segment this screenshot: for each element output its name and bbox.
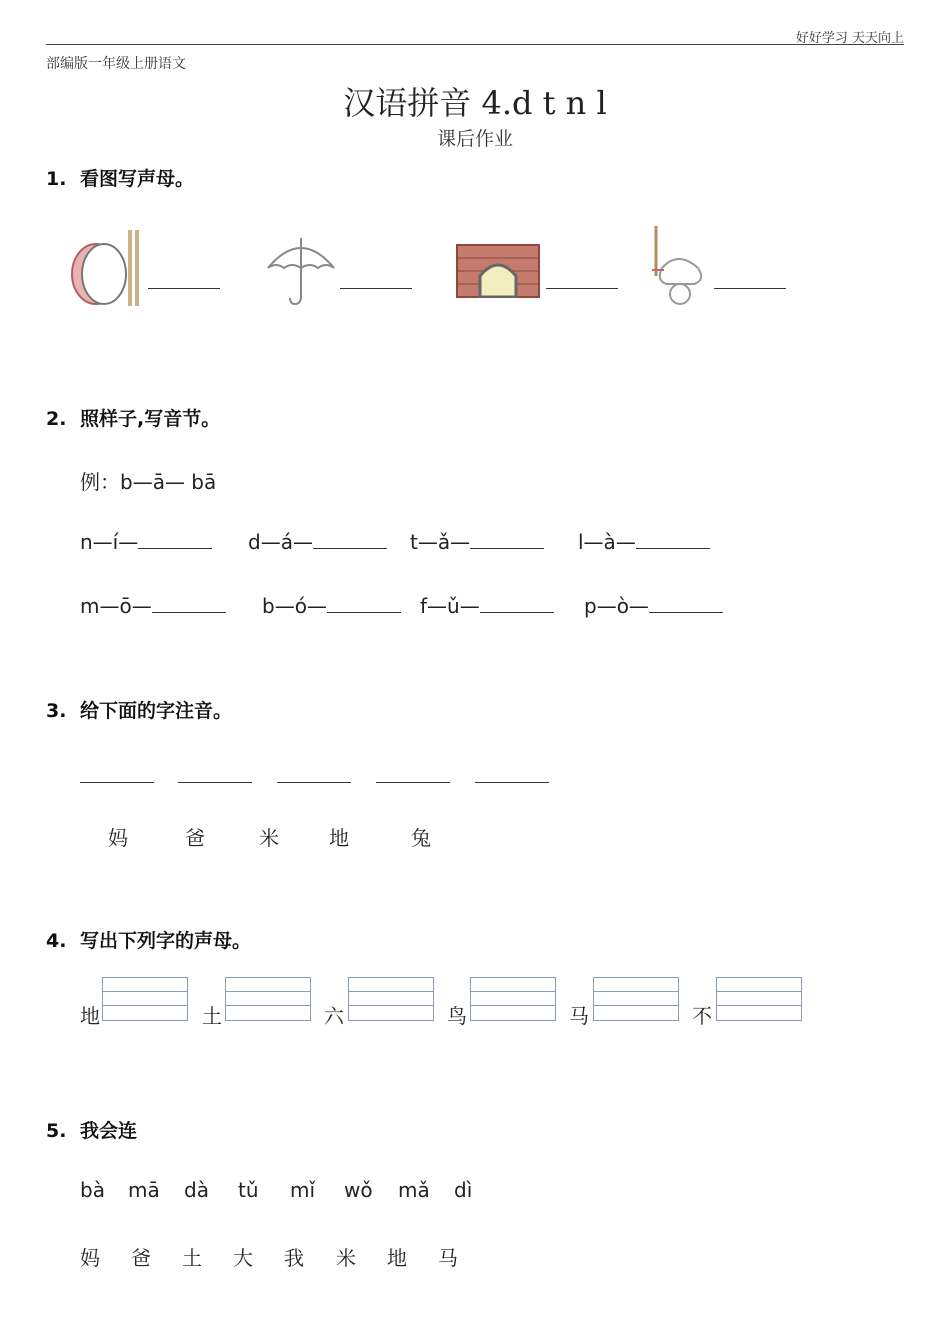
header-book-name: 部编版一年级上册语文 xyxy=(46,56,186,72)
hat-stick-icon xyxy=(648,224,710,308)
header-motto: 好好学习 天天向上 xyxy=(795,31,904,46)
question-5-title xyxy=(46,1116,137,1143)
syllable-item xyxy=(420,594,554,618)
syllable-item xyxy=(578,530,710,554)
pinyin-grid[interactable] xyxy=(470,977,556,1021)
syllable-prompt: p—ò— xyxy=(584,594,649,618)
answer-blank[interactable] xyxy=(178,782,252,783)
answer-blank[interactable] xyxy=(546,288,618,289)
page-title: 汉语拼音 4.d t n l xyxy=(343,84,607,122)
syllable-item xyxy=(410,530,544,554)
syllable-prompt: t—ǎ— xyxy=(410,530,471,554)
question-3-title xyxy=(46,696,232,723)
example-line: 例：b—ā— bā xyxy=(80,470,217,494)
answer-blank[interactable] xyxy=(475,782,549,783)
hanzi-char: 米 xyxy=(259,826,279,850)
question-text: 看图写声母。 xyxy=(80,168,195,190)
pinyin-grid[interactable] xyxy=(593,977,679,1021)
syllable-prompt: m—ō— xyxy=(80,594,152,618)
answer-blank[interactable] xyxy=(649,598,723,613)
question-text: 照样子,写音节。 xyxy=(80,408,221,430)
syllable-prompt: f—ǔ— xyxy=(420,594,480,618)
hanzi-word[interactable]: 爸 xyxy=(131,1246,151,1270)
pinyin-word[interactable]: mā xyxy=(128,1178,160,1202)
pinyin-word[interactable]: mǎ xyxy=(398,1178,430,1202)
syllable-prompt: b—ó— xyxy=(262,594,327,618)
answer-blank[interactable] xyxy=(152,598,226,613)
hanzi-char: 妈 xyxy=(108,826,128,850)
answer-blank[interactable] xyxy=(636,534,710,549)
syllable-prompt: n—í— xyxy=(80,530,139,554)
answer-blank[interactable] xyxy=(148,288,220,289)
hanzi-char: 兔 xyxy=(411,826,431,850)
grid-label: 地 xyxy=(80,1004,100,1028)
syllable-item xyxy=(80,530,212,554)
question-2-title xyxy=(46,404,220,431)
answer-blank[interactable] xyxy=(327,598,401,613)
answer-blank[interactable] xyxy=(138,534,212,549)
grid-label: 马 xyxy=(569,1004,589,1028)
hanzi-char: 爸 xyxy=(185,826,205,850)
pinyin-word[interactable]: mǐ xyxy=(290,1178,316,1202)
pinyin-grid[interactable] xyxy=(225,977,311,1021)
syllable-item xyxy=(262,594,401,618)
hanzi-word[interactable]: 米 xyxy=(336,1246,356,1270)
pinyin-grid[interactable] xyxy=(716,977,802,1021)
answer-blank[interactable] xyxy=(714,288,786,289)
question-number: 5. xyxy=(46,1120,67,1142)
pinyin-word[interactable]: bà xyxy=(80,1178,105,1202)
pinyin-word[interactable]: dì xyxy=(454,1178,473,1202)
question-text: 给下面的字注音。 xyxy=(80,700,233,722)
hanzi-word[interactable]: 地 xyxy=(387,1246,407,1270)
question-number: 1. xyxy=(46,168,67,190)
answer-blank[interactable] xyxy=(313,534,387,549)
grid-label: 鸟 xyxy=(447,1004,467,1028)
hanzi-word[interactable]: 我 xyxy=(284,1246,304,1270)
syllable-prompt: d—á— xyxy=(248,530,313,554)
question-number: 3. xyxy=(46,700,67,722)
syllable-item xyxy=(248,530,387,554)
question-text: 写出下列字的声母。 xyxy=(80,930,252,952)
question-1-title xyxy=(46,164,194,191)
pinyin-grid[interactable] xyxy=(102,977,188,1021)
hanzi-word[interactable]: 马 xyxy=(438,1246,458,1270)
question-4-title xyxy=(46,926,251,953)
grid-label: 六 xyxy=(324,1004,344,1028)
syllable-prompt: l—à— xyxy=(578,530,636,554)
pinyin-word[interactable]: wǒ xyxy=(344,1178,373,1202)
hanzi-char: 地 xyxy=(329,826,349,850)
question-text: 我会连 xyxy=(80,1120,138,1142)
answer-blank[interactable] xyxy=(277,782,351,783)
syllable-item xyxy=(584,594,723,618)
pinyin-word[interactable]: tǔ xyxy=(238,1178,259,1202)
grid-label: 土 xyxy=(202,1004,222,1028)
header-divider xyxy=(46,44,904,45)
drum-sticks-icon xyxy=(66,222,148,312)
syllable-item xyxy=(80,594,226,618)
hanzi-word[interactable]: 大 xyxy=(233,1246,253,1270)
pinyin-grid[interactable] xyxy=(348,977,434,1021)
umbrella-icon xyxy=(262,230,340,310)
grid-label: 不 xyxy=(692,1004,712,1028)
answer-blank[interactable] xyxy=(470,534,544,549)
question-number: 4. xyxy=(46,930,67,952)
question-number: 2. xyxy=(46,408,67,430)
arch-door-icon xyxy=(456,244,540,298)
answer-blank[interactable] xyxy=(340,288,412,289)
page-subtitle: 课后作业 xyxy=(436,128,513,150)
pinyin-word[interactable]: dà xyxy=(184,1178,209,1202)
hanzi-word[interactable]: 土 xyxy=(182,1246,202,1270)
answer-blank[interactable] xyxy=(480,598,554,613)
answer-blank[interactable] xyxy=(376,782,450,783)
answer-blank[interactable] xyxy=(80,782,154,783)
hanzi-word[interactable]: 妈 xyxy=(80,1246,100,1270)
